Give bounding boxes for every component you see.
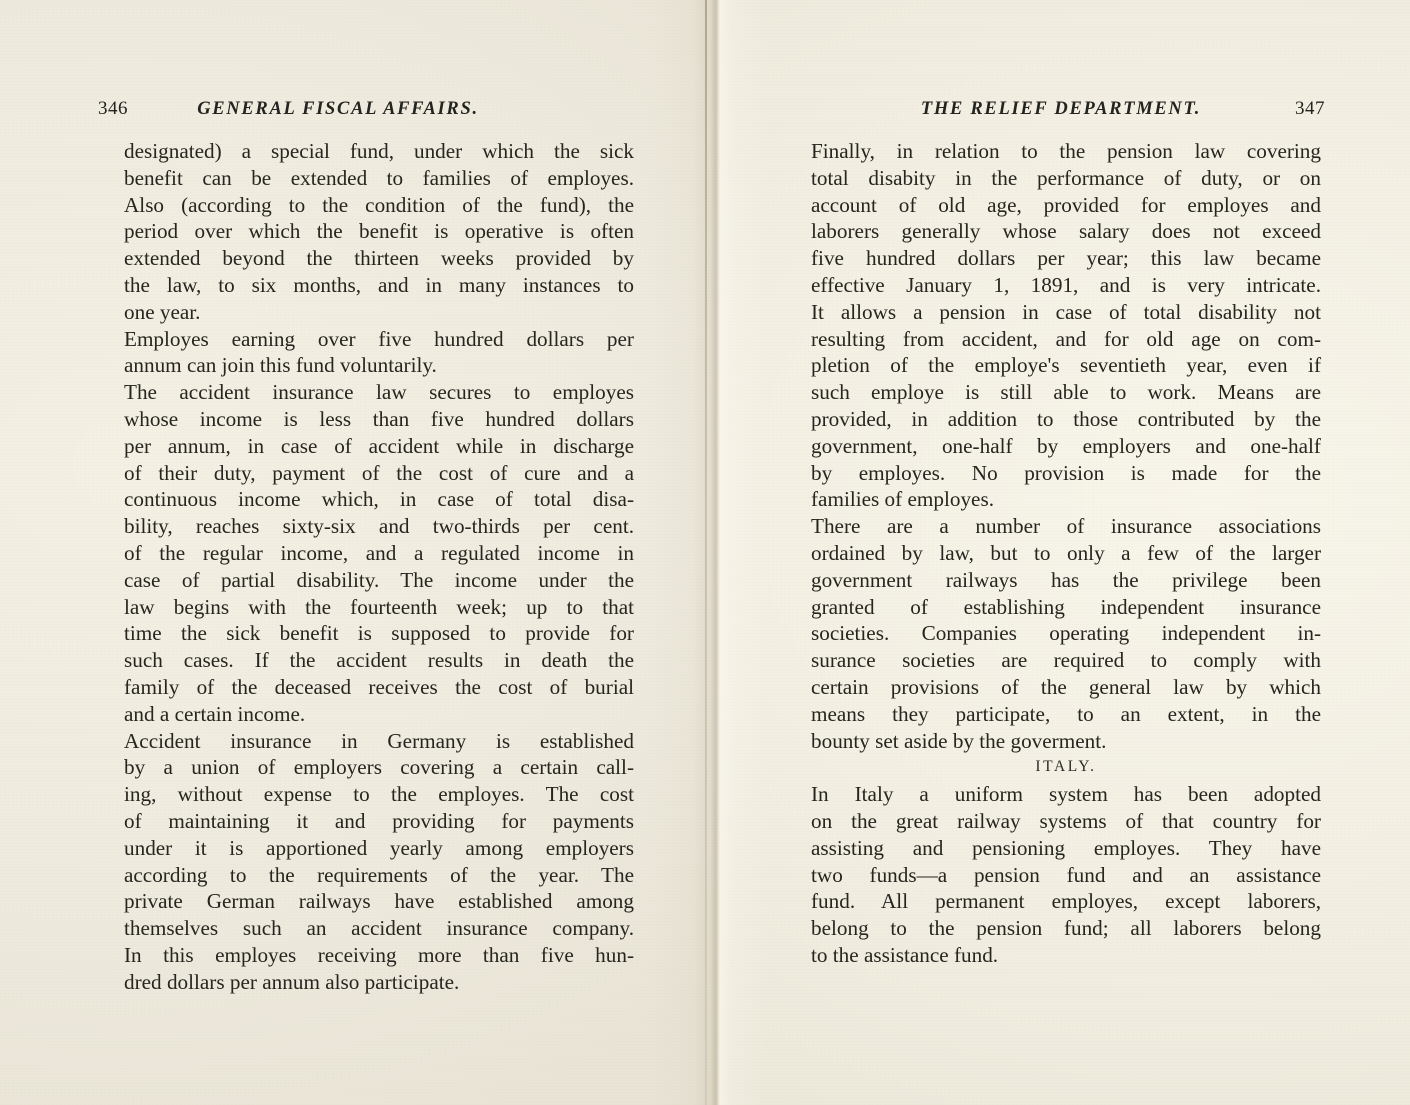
text-line: The accident insurance law secures to employes [124,380,634,405]
text-line: effective January 1, 1891, and is very intricate. [811,272,1321,297]
text-line: such cases. If the accident results in death the [124,648,634,673]
text-line: the law, to six months, and in many instances to [124,272,634,297]
left-running-head [98,98,638,124]
text-line: case of partial disability. The income under the [124,567,634,592]
text-line: by employes. No provision is made for the [811,460,1321,485]
left-running-head-title: GENERAL FISCAL AFFAIRS. [197,99,479,119]
text-line: means they participate, to an extent, in the [811,701,1321,726]
text-line: time the sick benefit is supposed to provide for [124,621,634,646]
right-running-head [785,98,1325,124]
text-line: per annum, in case of accident while in discharge [124,433,634,458]
text-line: five hundred dollars per year; this law became [811,246,1321,271]
text-line: private German railways have established among [124,889,634,914]
section-heading-italy: ITALY. [1035,758,1097,776]
text-line: period over which the benefit is operative is often [124,219,634,244]
text-line: according to the requirements of the year. The [124,862,634,887]
text-line: ing, without expense to the employes. The cost [124,782,634,807]
text-line: In Italy a uniform system has been adopted [811,782,1321,807]
text-line: benefit can be extended to families of employes. [124,165,634,190]
text-line: bility, reaches sixty-six and two-thirds per cent. [124,514,634,539]
text-line: government, one-half by employers and one-half [811,433,1321,458]
text-line: continuous income which, in case of total disa- [124,487,634,512]
text-line: assisting and pensioning employes. They have [811,835,1321,860]
paragraph [98,326,634,380]
text-line: surance societies are required to comply with [811,648,1321,673]
text-line: societies. Companies operating independent in- [811,621,1321,646]
text-line: Also (according to the condition of the fund), the [124,192,634,217]
right-page-number: 347 [1295,98,1325,119]
text-line: In this employes receiving more than five hun- [124,942,634,967]
text-line: provided, in addition to those contributed by the [811,406,1321,431]
text-line: belong to the pension fund; all laborers belong [811,916,1321,941]
text-line: to the assistance fund. [811,942,999,967]
text-line: and a certain income. [124,701,306,726]
text-line: family of the deceased receives the cost of burial [124,674,634,699]
text-line: extended beyond the thirteen weeks provided by [124,246,634,271]
text-line: one year. [124,299,201,324]
text-line: law begins with the fourteenth week; up to that [124,594,634,619]
text-line: account of old age, provided for employes and [811,192,1321,217]
text-line: There are a number of insurance associations [811,514,1321,539]
right-text-column [785,138,1321,969]
left-text-column [98,138,634,996]
text-line: two funds—a pension fund and an assistance [811,862,1321,887]
text-line: certain provisions of the general law by which [811,674,1321,699]
text-line: annum can join this fund voluntarily. [124,353,437,378]
text-line: of maintaining it and providing for payments [124,808,634,833]
text-line: of the regular income, and a regulated income in [124,540,634,565]
paragraph [785,513,1321,754]
text-line: fund. All permanent employes, except laborers, [811,889,1321,914]
text-line: dred dollars per annum also participate. [124,969,460,994]
text-line: designated) a special fund, under which the sick [124,139,634,163]
text-line: on the great railway systems of that country for [811,808,1321,833]
right-page [706,0,1410,1105]
right-running-head-title: THE RELIEF DEPARTMENT. [920,99,1202,119]
paragraph [98,138,634,326]
text-line: ordained by law, but to only a few of the larger [811,540,1321,565]
text-line: It allows a pension in case of total disability not [811,299,1321,324]
text-line: under it is apportioned yearly among employers [124,835,634,860]
text-line: of their duty, payment of the cost of cure and a [124,460,634,485]
text-line: resulting from accident, and for old age on com- [811,326,1321,351]
text-line: laborers generally whose salary does not exceed [811,219,1321,244]
text-line: Finally, in relation to the pension law covering [811,139,1321,163]
text-line: government railways has the privilege been [811,567,1321,592]
text-line: families of employes. [811,487,994,512]
text-line: whose income is less than five hundred dollars [124,406,634,431]
text-line: Employes earning over five hundred dollars per [124,326,634,351]
left-page-number: 346 [98,98,128,119]
text-line: total disabity in the performance of duty, or on [811,165,1321,190]
text-line: such employe is still able to work. Means are [811,380,1321,405]
text-line: themselves such an accident insurance company. [124,916,634,941]
paragraph [785,138,1321,513]
text-line: Accident insurance in Germany is established [124,728,634,753]
paragraph [98,728,634,996]
text-line: granted of establishing independent insurance [811,594,1321,619]
text-line: pletion of the employe's seventieth year, even if [811,353,1321,378]
paragraph [785,781,1321,969]
text-line: by a union of employers covering a certain call- [124,755,634,780]
paragraph [98,379,634,727]
text-line: bounty set aside by the goverment. [811,728,1107,753]
